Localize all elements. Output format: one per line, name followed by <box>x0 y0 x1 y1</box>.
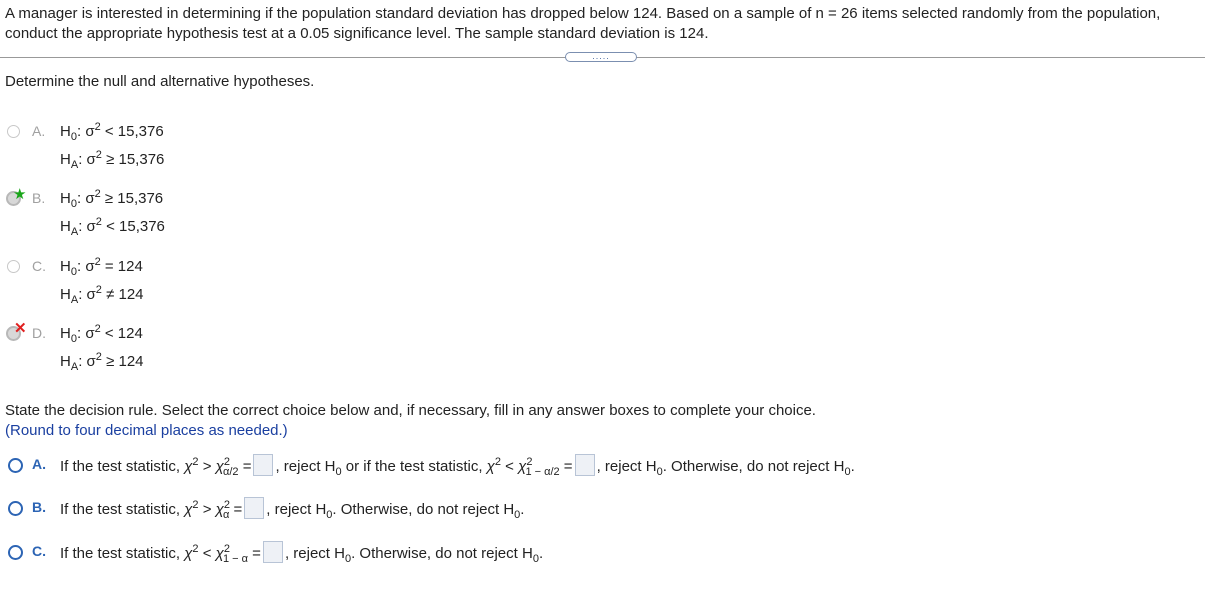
incorrect-x-icon: ✕ <box>14 320 27 337</box>
rounding-note: (Round to four decimal places as needed.) <box>5 422 288 439</box>
option-letter: D. <box>32 325 46 341</box>
alternative-hypothesis: $H_A$: $\sigma^2 \ge 15,376$ <box>60 149 165 171</box>
alternative-hypothesis: $H_A$: $\sigma^2 \ne 124$ <box>60 284 144 306</box>
answer-box[interactable] <box>263 541 283 563</box>
option-letter: B. <box>32 190 46 206</box>
alternative-hypothesis: $H_A$: $\sigma^2 \ge 124$ <box>60 351 144 373</box>
hypotheses-question-label: Determine the null and alternative hypotheses. <box>5 73 315 90</box>
question-prompt: A manager is interested in determining if the population standard deviation has dropped below 124. Based on a sample of n = 26 items selected randomly from the population, conduct the appropriate hypothesis test at a 0.05 significance level. The sample standard deviation is 124. <box>5 5 1161 42</box>
correct-star-icon: ★ <box>13 186 27 203</box>
radio-button[interactable] <box>7 260 20 273</box>
radio-button[interactable] <box>8 545 23 560</box>
null-hypothesis: $H_0$: $\sigma^2 = 124$ <box>60 256 143 278</box>
null-hypothesis: $H_0$: $\sigma^2 < 124$ <box>60 323 143 345</box>
option-letter: A. <box>32 456 46 472</box>
decision-rule-question-label: State the decision rule. Select the correct choice below and, if necessary, fill in any answer boxes to complete your choice. <box>5 402 816 419</box>
option-letter: A. <box>32 123 46 139</box>
radio-button[interactable] <box>8 458 23 473</box>
option-letter: C. <box>32 543 46 559</box>
option-letter: B. <box>32 499 46 515</box>
decision-rule-text: If the test statistic, $\chi^2 > \chi^2_{\alpha/2}$ = , reject $H_0$ or if the test statistic, $\chi^2 < \chi^2_{1 - \alpha/2}$ = , reject $H_0$. Otherwise, do not reject $H_0$. <box>60 455 855 478</box>
option-letter: C. <box>32 258 46 274</box>
decision-rule-text: If the test statistic, $\chi^2 < \chi^2_{1 - \alpha}$ = , reject $H_0$. Otherwise, do not reject $H_0$. <box>60 542 544 565</box>
null-hypothesis: $H_0$: $\sigma^2 \ge 15,376$ <box>60 188 164 210</box>
answer-box[interactable] <box>244 497 264 519</box>
alternative-hypothesis: $H_A$: $\sigma^2 < 15,376$ <box>60 216 165 238</box>
radio-button[interactable] <box>8 501 23 516</box>
answer-box[interactable] <box>575 454 595 476</box>
null-hypothesis: $H_0$: $\sigma^2 < 15,376$ <box>60 121 164 143</box>
radio-button[interactable] <box>7 125 20 138</box>
answer-box[interactable] <box>253 454 273 476</box>
divider-expand-handle[interactable]: ..... <box>565 52 637 62</box>
decision-rule-text: If the test statistic, $\chi^2 > \chi^2_\alpha$ = , reject $H_0$. Otherwise, do not reject $H_0$. <box>60 498 525 521</box>
